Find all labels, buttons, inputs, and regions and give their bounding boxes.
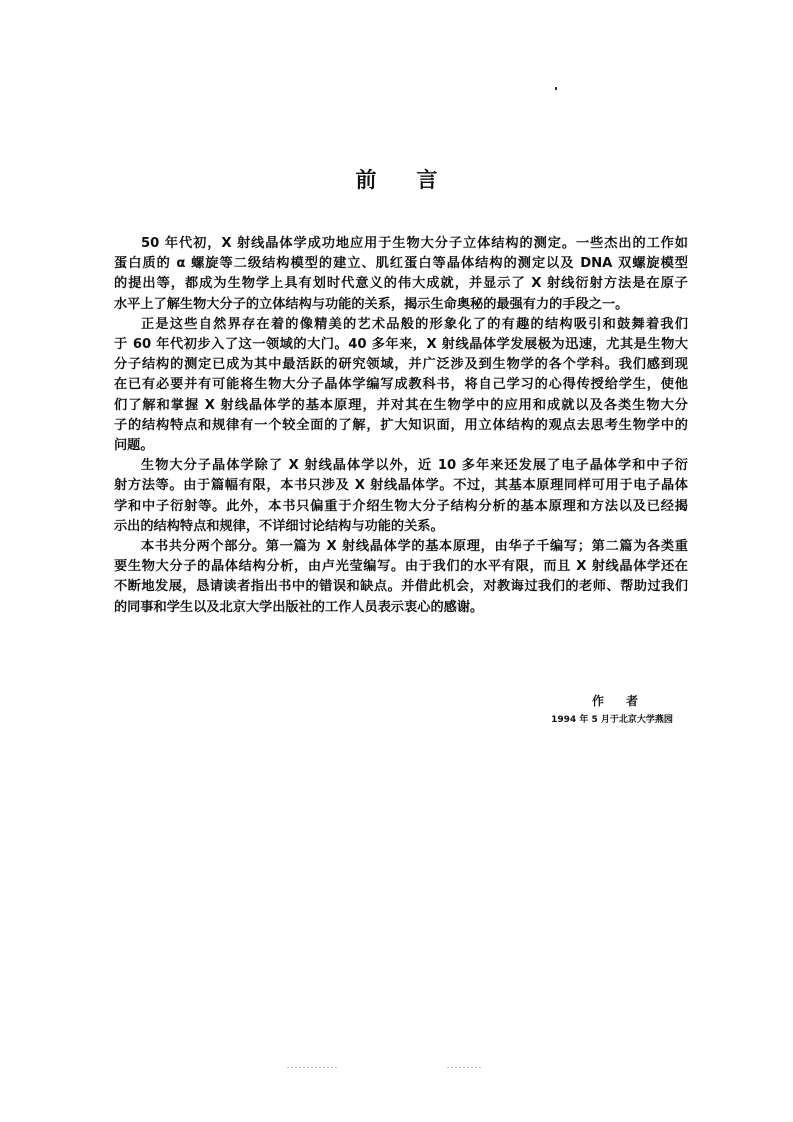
signature-block bbox=[540, 693, 690, 727]
text-line: 的提出等，都成为生物学上具有划时代意义的伟大成就，并显示了 X 射线衍射方法是在原子 bbox=[114, 276, 688, 292]
text-line: 射方法等。由于篇幅有限，本书只涉及 X 射线晶体学。不过，其基本原理同样可用于电子晶体 bbox=[114, 478, 688, 494]
text-line: 子的结构特点和规律有一个较全面的了解，扩大知识面，用立体结构的观点去思考生物学中的 bbox=[114, 417, 688, 433]
text-line: 本书共分两个部分。第一篇为 X 射线晶体学的基本原理，由华子千编写；第二篇为各类重 bbox=[141, 539, 688, 555]
title-char-1: 前 bbox=[355, 168, 377, 192]
signature-author: 作者 bbox=[591, 694, 660, 708]
text-line: 要生物大分子的晶体结构分析，由卢光莹编写。由于我们的水平有限，而且 X 射线晶体学还在 bbox=[114, 559, 688, 575]
paragraph-2 bbox=[114, 315, 688, 456]
paragraph-3 bbox=[114, 456, 688, 537]
paragraph-1 bbox=[114, 234, 688, 315]
text-line: 水平上了解生物大分子的立体结构与功能的关系，揭示生命奥秘的最强有力的手段之一。 bbox=[114, 296, 629, 312]
text-line: 分子结构的测定已成为其中最活跃的研究领域，并广泛涉及到生物学的各个学科。我们感到现 bbox=[114, 357, 688, 373]
text-line: 蛋白质的 α 螺旋等二级结构模型的建立、肌红蛋白等晶体结构的测定以及 DNA 双螺旋模型 bbox=[114, 256, 688, 272]
text-line: 50 年代初，X 射线晶体学成功地应用于生物大分子立体结构的测定。一些杰出的工作如 bbox=[141, 236, 688, 251]
scan-artifact-right bbox=[447, 1067, 482, 1068]
text-line: 问题。 bbox=[114, 438, 154, 454]
text-line: 的同事和学生以及北京大学出版社的工作人员表示衷心的感谢。 bbox=[114, 599, 484, 615]
text-line: 正是这些自然界存在着的像精美的艺术品般的形象化了的有趣的结构吸引和鼓舞着我们 bbox=[141, 316, 688, 332]
text-line: 不断地发展，恳请读者指出书中的错误和缺点。并借此机会，对教诲过我们的老师、帮助过我们 bbox=[114, 579, 688, 595]
text-line: 生物大分子晶体学除了 X 射线晶体学以外，近 10 多年来还发展了电子晶体学和中子衍 bbox=[141, 458, 688, 474]
signature-date-place: 1994 年 5 月于北京大学燕园 bbox=[551, 715, 673, 725]
text-line: 于 60 年代初步入了这一领域的大门。40 多年来，X 射线晶体学发展极为迅速，尤其是生物大 bbox=[114, 337, 688, 353]
scan-speck bbox=[555, 87, 557, 90]
paragraph-4 bbox=[114, 537, 688, 618]
text-line: 学和中子衍射等。此外，本书只偏重于介绍生物大分子结构分析的基本原理和方法以及已经揭 bbox=[114, 498, 688, 514]
text-line: 示出的结构特点和规律，不详细讨论结构与功能的关系。 bbox=[114, 518, 444, 534]
scan-artifact-left bbox=[287, 1067, 337, 1068]
page-title bbox=[0, 164, 793, 194]
text-line: 们了解和掌握 X 射线晶体学的基本原理，并对其在生物学中的应用和成就以及各类生物大分 bbox=[114, 397, 688, 413]
title-char-2: 言 bbox=[416, 168, 438, 192]
text-line: 在已有必要并有可能将生物大分子晶体学编写成教科书，将自己学习的心得传授给学生，使他 bbox=[114, 377, 688, 393]
preface-body bbox=[114, 234, 688, 618]
